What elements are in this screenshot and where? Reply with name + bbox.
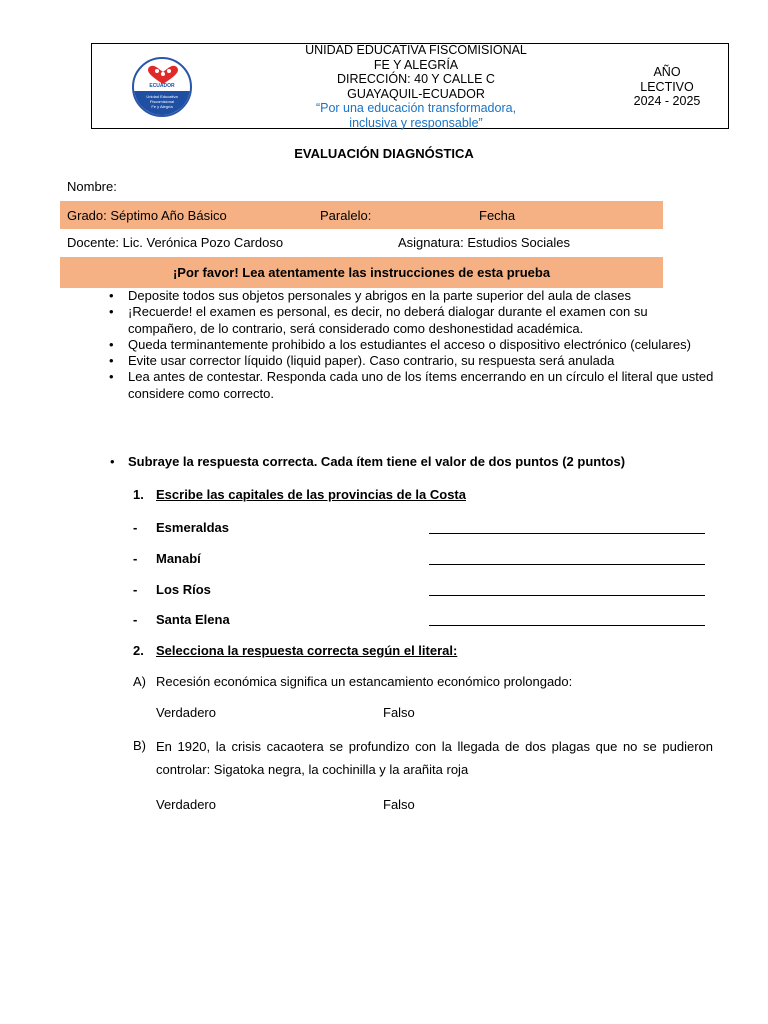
institution-city: GUAYAQUIL-ECUADOR (347, 86, 485, 101)
list-item: • Evite usar corrector líquido (liquid paper). Caso contrario, su respuesta será anulada (128, 353, 718, 369)
province-santa-elena: Santa Elena (156, 612, 230, 627)
q1-text: Escribe las capitales de las provincias de la Costa (156, 487, 466, 502)
institution-brand: FE Y ALEGRÍA (373, 57, 459, 72)
answer-line-los-rios[interactable] (429, 595, 705, 596)
option-a-true[interactable]: Verdadero (156, 705, 216, 720)
teacher-label: Docente: Lic. Verónica Pozo Cardoso (67, 235, 284, 250)
institution-name: UNIDAD EDUCATIVA FISCOMISIONAL (305, 43, 527, 57)
motto-line-2: inclusiva y responsable” (349, 115, 483, 130)
paralelo-label: Paralelo: (320, 208, 372, 223)
list-item: • Queda terminantemente prohibido a los estudiantes el acceso o dispositivo electrónico (celulares) (128, 337, 718, 353)
institution-header (240, 43, 592, 130)
option-b-false[interactable]: Falso (383, 797, 415, 812)
instructions-list (128, 288, 718, 402)
fecha-label: Fecha (479, 208, 516, 223)
option-a-letter[interactable]: A) (133, 674, 146, 689)
instructions-title: ¡Por favor! Lea atentamente las instrucciones de esta prueba (172, 265, 551, 280)
list-item: • Deposite todos sus objetos personales y abrigos en la parte superior del aula de clases (128, 288, 718, 304)
q2-number: 2. (133, 643, 144, 658)
option-b-letter[interactable]: B) (133, 738, 146, 753)
option-a-text: Recesión económica significa un estancamiento económico prolongado: (156, 674, 573, 689)
answer-line-manabi[interactable] (429, 564, 705, 565)
bullet-icon: • (110, 454, 115, 469)
answer-line-santa-elena[interactable] (429, 625, 705, 626)
list-item: • ¡Recuerde! el examen es personal, es decir, no deberá dialogar durante el examen con su compañero, de lo contrario, será considerado como deshonestidad académica. (128, 304, 718, 337)
dash-marker: - (133, 520, 138, 535)
q1-number: 1. (133, 487, 144, 502)
dash-marker: - (133, 551, 138, 566)
logo-word: ECUADOR (149, 83, 175, 89)
school-logo (132, 57, 192, 117)
province-esmeraldas: Esmeraldas (156, 520, 229, 535)
province-manabi: Manabí (156, 551, 201, 566)
option-b-true[interactable]: Verdadero (156, 797, 216, 812)
option-a-false[interactable]: Falso (383, 705, 415, 720)
dash-marker: - (133, 582, 138, 597)
q2-text: Selecciona la respuesta correcta según el literal: (156, 643, 458, 658)
province-los-rios: Los Ríos (156, 582, 211, 597)
school-year: AÑO LECTIVO 2024 - 2025 (620, 65, 714, 109)
logo-subtitle: Unidad Educativa Fiscomisional Fe y Alegría (146, 94, 178, 109)
grade-label: Grado: Séptimo Año Básico (67, 208, 227, 223)
dash-marker: - (133, 612, 138, 627)
school-year-value: 2024 - 2025 (633, 94, 701, 108)
heart-logo-icon (146, 65, 180, 85)
name-label: Nombre: (67, 179, 117, 194)
answer-line-esmeraldas[interactable] (429, 533, 705, 534)
subject-label: Asignatura: Estudios Sociales (398, 235, 570, 250)
motto-line-1: “Por una educación transformadora, (315, 101, 517, 115)
institution-address: DIRECCIÓN: 40 Y CALLE C (337, 72, 495, 86)
section-heading: Subraye la respuesta correcta. Cada ítem tiene el valor de dos puntos (2 puntos) (128, 454, 626, 469)
list-item: • Lea antes de contestar. Responda cada uno de los ítems encerrando en un círculo el literal que usted considere como correcto. (128, 369, 718, 402)
option-b-text: En 1920, la crisis cacaotera se profundizo con la llegada de dos plagas que no se pudieron controlar: Sigatoka negra, la cochinilla y la arañita roja (156, 739, 713, 777)
page-title: EVALUACIÓN DIAGNÓSTICA (294, 146, 474, 161)
